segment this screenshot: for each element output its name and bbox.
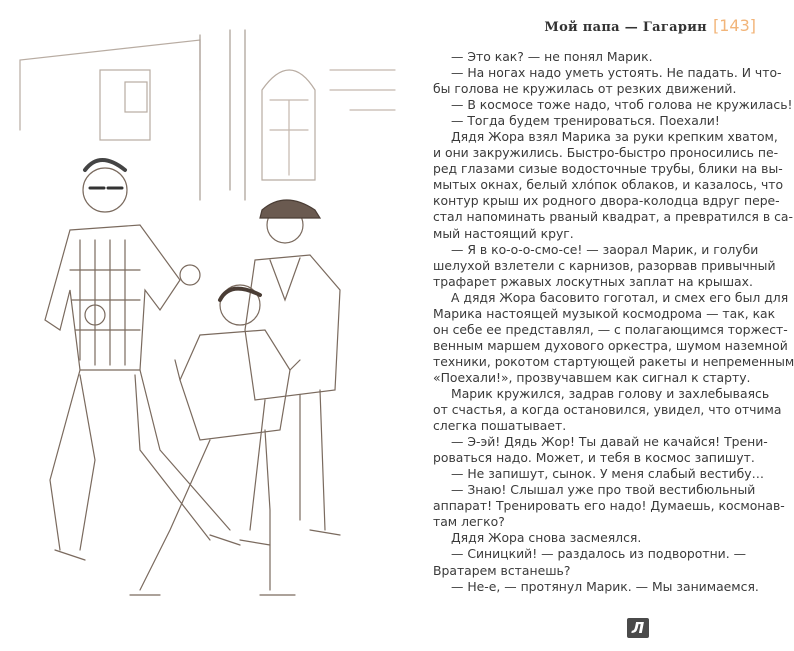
- chapter-title: Мой папа — Гагарин: [544, 20, 707, 35]
- text-line: — Я в ко-о-о-смо-се! — заорал Марик, и голуби: [451, 241, 759, 257]
- text-line: венным маршем духового оркестра, шумом наземной: [433, 337, 788, 353]
- text-line: Дядя Жора взял Марика за руки крепким хватом,: [451, 129, 778, 145]
- text-line: шелухой взлетели с карнизов, разорвав привычный: [433, 257, 776, 273]
- text-line: Вратарем встанешь?: [433, 562, 571, 578]
- text-line: от счастья, а когда остановился, увидел, что отчима: [433, 402, 782, 418]
- text-line: трафарет ржавых лоскутных заплат на крышах.: [433, 273, 753, 289]
- text-line: — Это как? — не понял Марик.: [451, 49, 653, 64]
- text-line: — На ногах надо уметь устоять. Не падать. И что-: [451, 65, 782, 81]
- illustration-boys-and-man-spinning: [0, 30, 400, 600]
- running-header: [544, 16, 756, 35]
- text-line: стал напоминать рваный квадрат, а превратился в са-: [433, 209, 793, 225]
- text-line: — Э-эй! Дядь Жор! Ты давай не качайся! Трени-: [451, 434, 768, 450]
- text-line: А дядя Жора басовито гоготал, и смех его был для: [451, 289, 789, 305]
- text-line: мытых окнах, белый хлóпок облаков, и казалось, что: [433, 177, 784, 193]
- text-line: аппарат! Тренировать его надо! Думаешь, космонав-: [433, 498, 785, 514]
- publisher-logo-icon[interactable]: Л: [627, 618, 649, 638]
- page-number: [143]: [712, 16, 756, 35]
- text-line: — Тогда будем тренироваться. Поехали!: [451, 113, 720, 129]
- text-line: — В космосе тоже надо, чтоб голова не кружилась!: [451, 97, 793, 113]
- text-line: «Поехали!», прозвучавшем как сигнал к старту.: [433, 369, 751, 385]
- text-line: Марика настоящей музыкой космодрома — так, как: [433, 305, 776, 321]
- text-line: ред глазами сизые водосточные трубы, блики на вы-: [433, 161, 783, 177]
- text-line: бы голова не кружилась от резких движений.: [433, 81, 737, 97]
- text-line: Дядя Жора снова засмеялся.: [451, 530, 642, 546]
- text-line: — Не запишут, сынок. У меня слабый вестибу…: [451, 466, 765, 482]
- text-line: техники, рокотом стартующей ракеты и непременным: [433, 353, 794, 369]
- text-line: Марик кружился, задрав голову и захлебываясь: [451, 385, 770, 401]
- text-line: и они закружились. Быстро-быстро проносились пе-: [433, 145, 779, 161]
- text-line: роваться надо. Может, и тебя в космос запишут.: [433, 450, 755, 466]
- body-text: [433, 49, 794, 595]
- text-line: — Синицкий! — раздалось из подворотни. —: [451, 546, 747, 562]
- text-line: контур крыш их родного двора-колодца вдруг пере-: [433, 193, 780, 209]
- text-line: слегка пошатывает.: [433, 418, 567, 434]
- text-line: мый настоящий круг.: [433, 225, 574, 241]
- text-line: там легко?: [433, 514, 505, 530]
- text-line: — Знаю! Слышал уже про твой вестибюльный: [451, 482, 756, 498]
- text-line: — Не-е, — протянул Марик. — Мы занимаемся.: [451, 578, 759, 594]
- text-line: он себе ее представлял, — с полагающимся торжест-: [433, 321, 788, 337]
